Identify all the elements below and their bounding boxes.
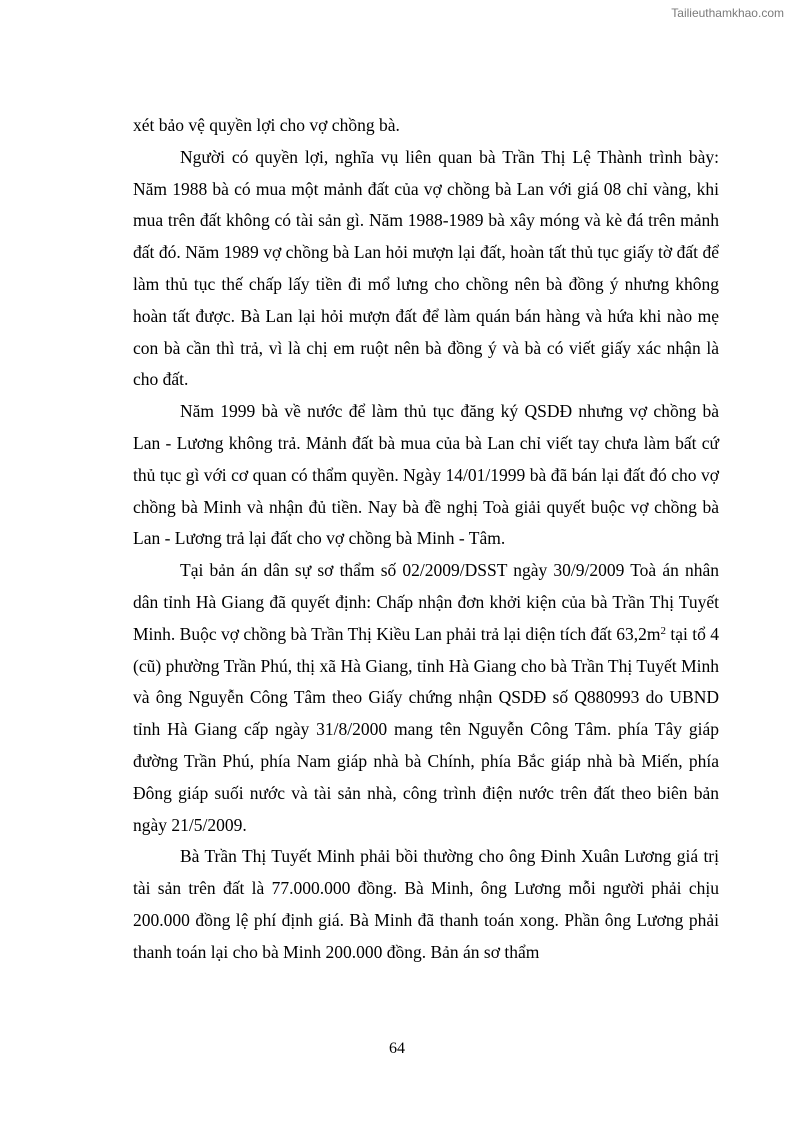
page-number: 64 — [389, 1040, 405, 1057]
verdict-text-end: tại tổ 4 (cũ) phường Trần Phú, thị xã Hà Giang, tỉnh Hà Giang cho bà Trần Thị Tuyết Minh và ông Nguyễn Công Tâm theo Giấy chứng nhận QSDĐ số Q880993 do UBND tỉnh Hà Giang cấp ngày 31/8/2000 mang tên Nguyễn Công Tâm. phía Tây giáp đường Trần Phú, phía Nam giáp nhà bà Chính, phía Bắc giáp nhà bà Miến, phía Đông giáp suối nước và tài sản nhà, công trình điện nước trên đất theo biên bản ngày 21/5/2009. — [133, 623, 720, 835]
paragraph-first-instance-verdict — [133, 555, 719, 841]
watermark-text: Tailieuthamkhao.com — [671, 6, 784, 20]
paragraph-1999-request: Năm 1999 bà về nước để làm thủ tục đăng ký QSDĐ nhưng vợ chồng bà Lan - Lương không trả. Mảnh đất bà mua của bà Lan chỉ viết tay chưa làm bất cứ thủ tục gì với cơ quan có thẩm quyền. Ngày 14/01/1999 bà đã bán lại đất đó cho vợ chồng bà Minh và nhận đủ tiền. Nay bà đề nghị Toà giải quyết buộc vợ chồng bà Lan - Lương trả lại đất cho vợ chồng bà Minh - Tâm. — [133, 401, 719, 549]
verdict-text-start: Tại bản án dân sự sơ thẩm số 02/2009/DSST ngày 30/9/2009 Toà án nhân dân tỉnh Hà Giang đã quyết định: Chấp nhận đơn khởi kiện của bà Trần Thị Tuyết Minh. Buộc vợ chồng bà Trần Thị Kiều Lan phải trả lại diện tích đất 63,2m — [133, 560, 719, 644]
document-body — [133, 110, 719, 969]
area-unit-superscript: 2 — [660, 624, 667, 637]
paragraph-compensation: Bà Trần Thị Tuyết Minh phải bồi thường cho ông Đinh Xuân Lương giá trị tài sản trên đất là 77.000.000 đồng. Bà Minh, ông Lương mỗi người phải chịu 200.000 đồng lệ phí định giá. Bà Minh đã thanh toán xong. Phần ông Lương phải thanh toán lại cho bà Minh 200.000 đồng. Bản án sơ thẩm — [133, 846, 719, 962]
paragraph-continuation: xét bảo vệ quyền lợi cho vợ chồng bà. — [133, 115, 400, 135]
paragraph-thanh-statement: Người có quyền lợi, nghĩa vụ liên quan bà Trần Thị Lệ Thành trình bày: Năm 1988 bà có mua một mảnh đất của vợ chồng bà Lan với giá 08 chỉ vàng, khi mua trên đất không có tài sản gì. Năm 1988-1989 bà xây móng và kè đá trên mảnh đất đó. Năm 1989 vợ chồng bà Lan hỏi mượn lại đất, hoàn tất thủ tục giấy tờ đất để làm thủ tục thế chấp lấy tiền đi mổ lưng cho chồng nên bà đồng ý nhưng không hoàn tất được. Bà Lan lại hỏi mượn đất để làm quán bán hàng và hứa khi nào mẹ con bà cần thì trả, vì là chị em ruột nên bà đồng ý và bà có viết giấy xác nhận là cho đất. — [133, 146, 719, 390]
